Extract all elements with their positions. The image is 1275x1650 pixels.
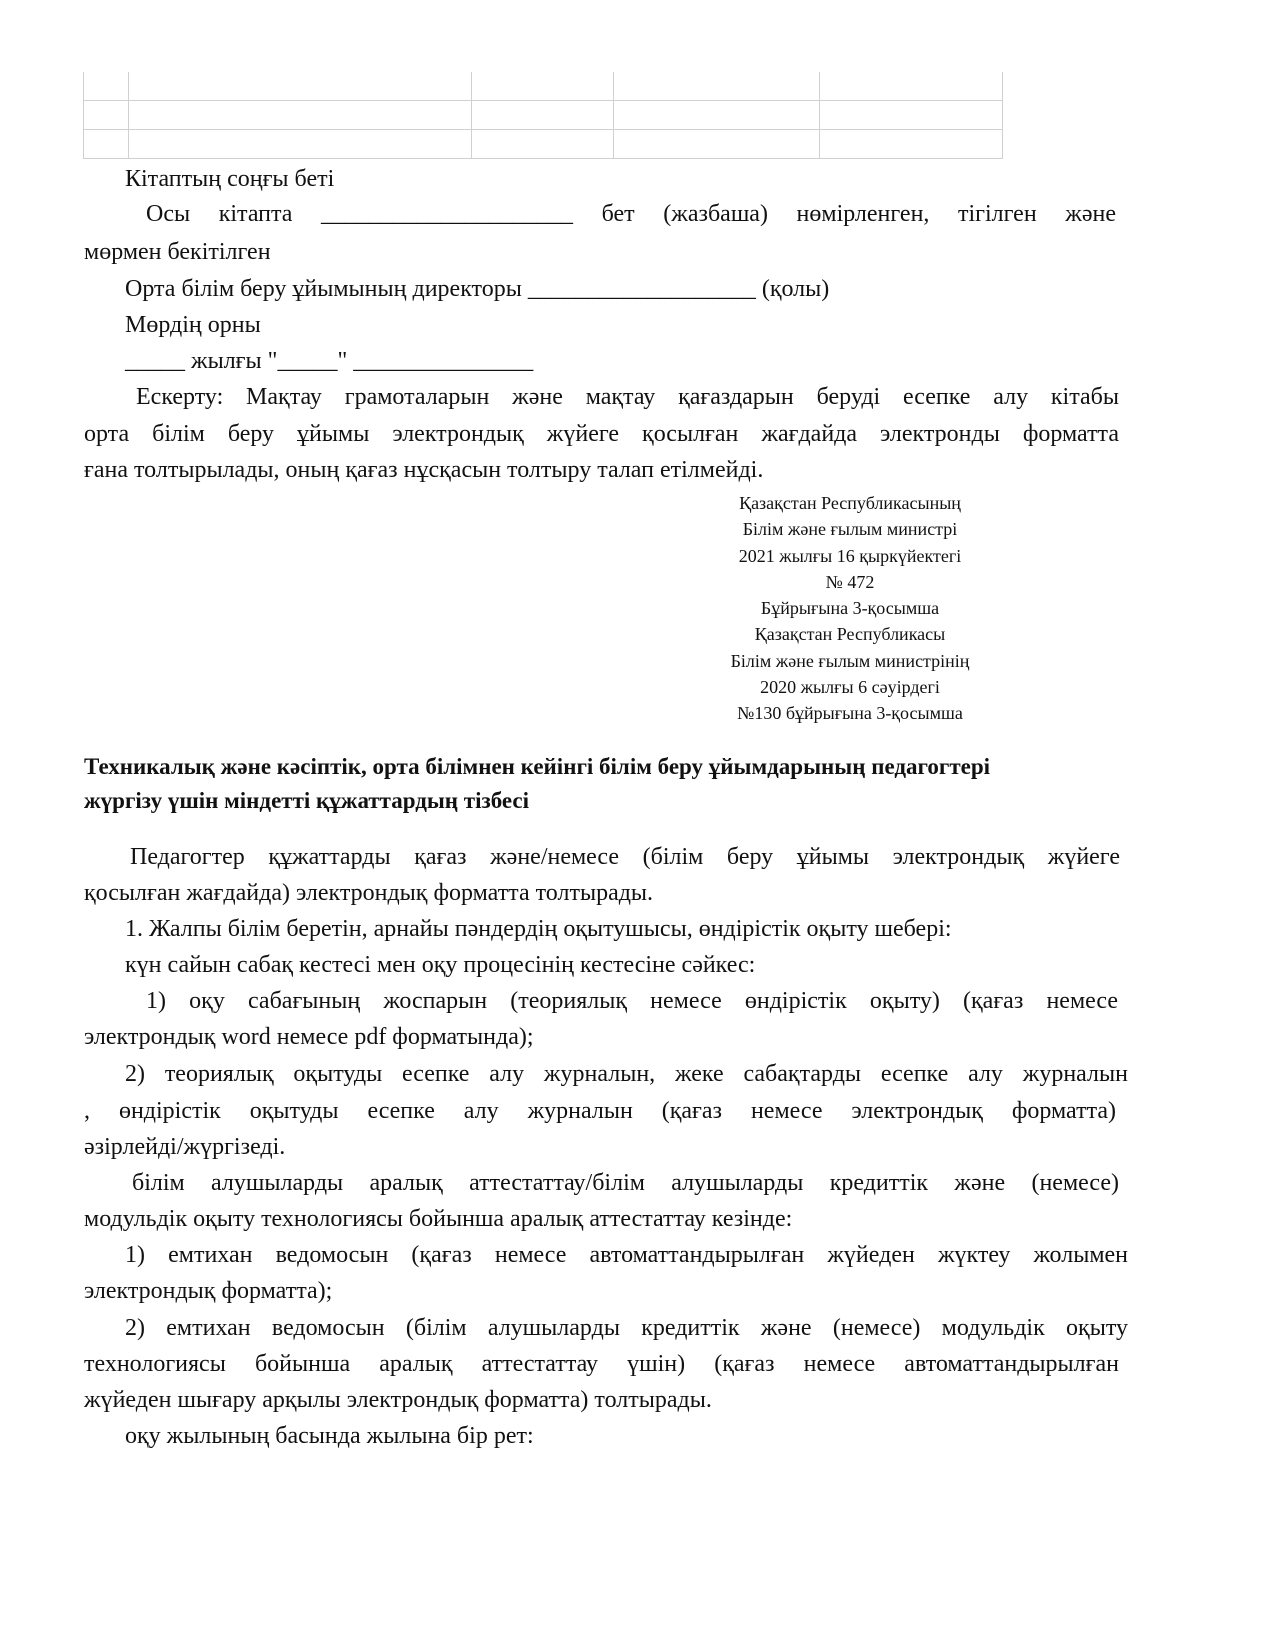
intro-line-2: қосылған жағдайда) электрондық форматта толтырады. xyxy=(84,880,654,906)
director-signature-line: Орта білім беру ұйымының директоры ___________________ (қолы) xyxy=(125,276,830,302)
intro-line-1: Педагогтер құжаттарды қағаз және/немесе (білім беру ұйымы электрондық жүйеге xyxy=(130,844,1120,870)
table-cell xyxy=(820,72,1003,101)
pages-count-line-cont: мөрмен бекітілген xyxy=(84,239,271,265)
note-line-1: Ескерту: Мақтау грамоталарын және мақтау қағаздарын беруді есепке алу кітабы xyxy=(136,384,1119,410)
section-title-line-1: Техникалық және кәсіптік, орта білімнен кейінгі білім беру ұйымдарының педагогтері xyxy=(84,754,991,779)
table-cell xyxy=(472,101,614,130)
appendix-header-line: 2021 жылғы 16 қыркүйектегі xyxy=(738,545,962,566)
appendix-header-line: Қазақстан Республикасының xyxy=(739,493,961,513)
attestation-line-1: білім алушыларды аралық аттестаттау/білім алушыларды кредиттік және (немесе) xyxy=(132,1170,1119,1196)
appendix-header-line: №130 бұйрығына 3-қосымша xyxy=(737,703,963,724)
yearly-heading: оқу жылының басында жылына бір рет: xyxy=(125,1423,534,1449)
daily-item-1-line-2: электрондық word немесе pdf форматында); xyxy=(84,1024,534,1050)
appendix-header xyxy=(700,490,1000,727)
table-row xyxy=(84,130,1003,159)
table-cell xyxy=(820,130,1003,159)
appendix-header-line: Білім және ғылым министрі xyxy=(742,519,958,540)
table-cell xyxy=(129,130,472,159)
attestation-item-2-line-3: жүйеден шығару арқылы электрондық форматта) толтырады. xyxy=(84,1387,712,1413)
daily-item-2-line-3: әзірлейді/жүргізеді. xyxy=(84,1134,286,1160)
seal-place-label: Мөрдің орны xyxy=(125,312,261,338)
attestation-item-1-line-2: электрондық форматта); xyxy=(84,1278,333,1304)
note-line-3: ғана толтырылады, оның қағаз нұсқасын толтыру талап етілмейді. xyxy=(84,457,764,483)
daily-item-1-line-1: 1) оқу сабағының жоспарын (теориялық немесе өндірістік оқыту) (қағаз немесе xyxy=(146,988,1118,1014)
table-cell xyxy=(614,72,820,101)
records-table xyxy=(83,72,1003,159)
daily-heading: күн сайын сабақ кестесі мен оқу процесінің кестесіне сәйкес: xyxy=(125,952,756,978)
table-cell xyxy=(614,130,820,159)
note-line-2: орта білім беру ұйымы электрондық жүйеге қосылған жағдайда электронды форматта xyxy=(84,421,1119,447)
attestation-item-2-line-2: технологиясы бойынша аралық аттестаттау үшін) (қағаз немесе автоматтандырылған xyxy=(84,1351,1119,1377)
table-cell xyxy=(84,101,129,130)
date-line: _____ жылғы "_____" _______________ xyxy=(125,348,534,374)
section-title-line-2: жүргізу үшін міндетті құжаттардың тізбесі xyxy=(84,788,530,813)
table-cell xyxy=(129,72,472,101)
attestation-line-2: модульдік оқыту технологиясы бойынша аралық аттестаттау кезінде: xyxy=(84,1206,793,1232)
daily-item-2-line-1: 2) теориялық оқытуды есепке алу журналын, жеке сабақтарды есепке алу журналын xyxy=(125,1061,1128,1087)
table-cell xyxy=(820,101,1003,130)
appendix-header-line: Қазақстан Республикасы xyxy=(754,624,946,645)
table-cell xyxy=(84,72,129,101)
table-cell xyxy=(614,101,820,130)
table-cell xyxy=(472,72,614,101)
appendix-header-line: 2020 жылғы 6 сәуірдегі xyxy=(760,677,940,698)
appendix-header-line: Білім және ғылым министрінің xyxy=(730,650,970,671)
table-cell xyxy=(472,130,614,159)
appendix-header-line: Бұйрығына 3-қосымша xyxy=(760,598,940,619)
book-last-page-heading: Кітаптың соңғы беті xyxy=(125,166,335,192)
item-1-heading: 1. Жалпы білім беретін, арнайы пәндердің оқытушысы, өндірістік оқыту шебері: xyxy=(125,916,952,942)
table-row xyxy=(84,101,1003,130)
table-row xyxy=(84,72,1003,101)
pages-count-line: Осы кітапта _____________________ бет (жазбаша) нөмірленген, тігілген және xyxy=(146,201,1116,227)
table-cell xyxy=(84,130,129,159)
table-cell xyxy=(129,101,472,130)
appendix-header-line: № 472 xyxy=(825,571,875,592)
attestation-item-1-line-1: 1) емтихан ведомосын (қағаз немесе автоматтандырылған жүйеден жүктеу жолымен xyxy=(125,1242,1128,1268)
attestation-item-2-line-1: 2) емтихан ведомосын (білім алушыларды кредиттік және (немесе) модульдік оқыту xyxy=(125,1315,1128,1341)
daily-item-2-line-2: , өндірістік оқытуды есепке алу журналын (қағаз немесе электрондық форматта) xyxy=(84,1098,1116,1124)
